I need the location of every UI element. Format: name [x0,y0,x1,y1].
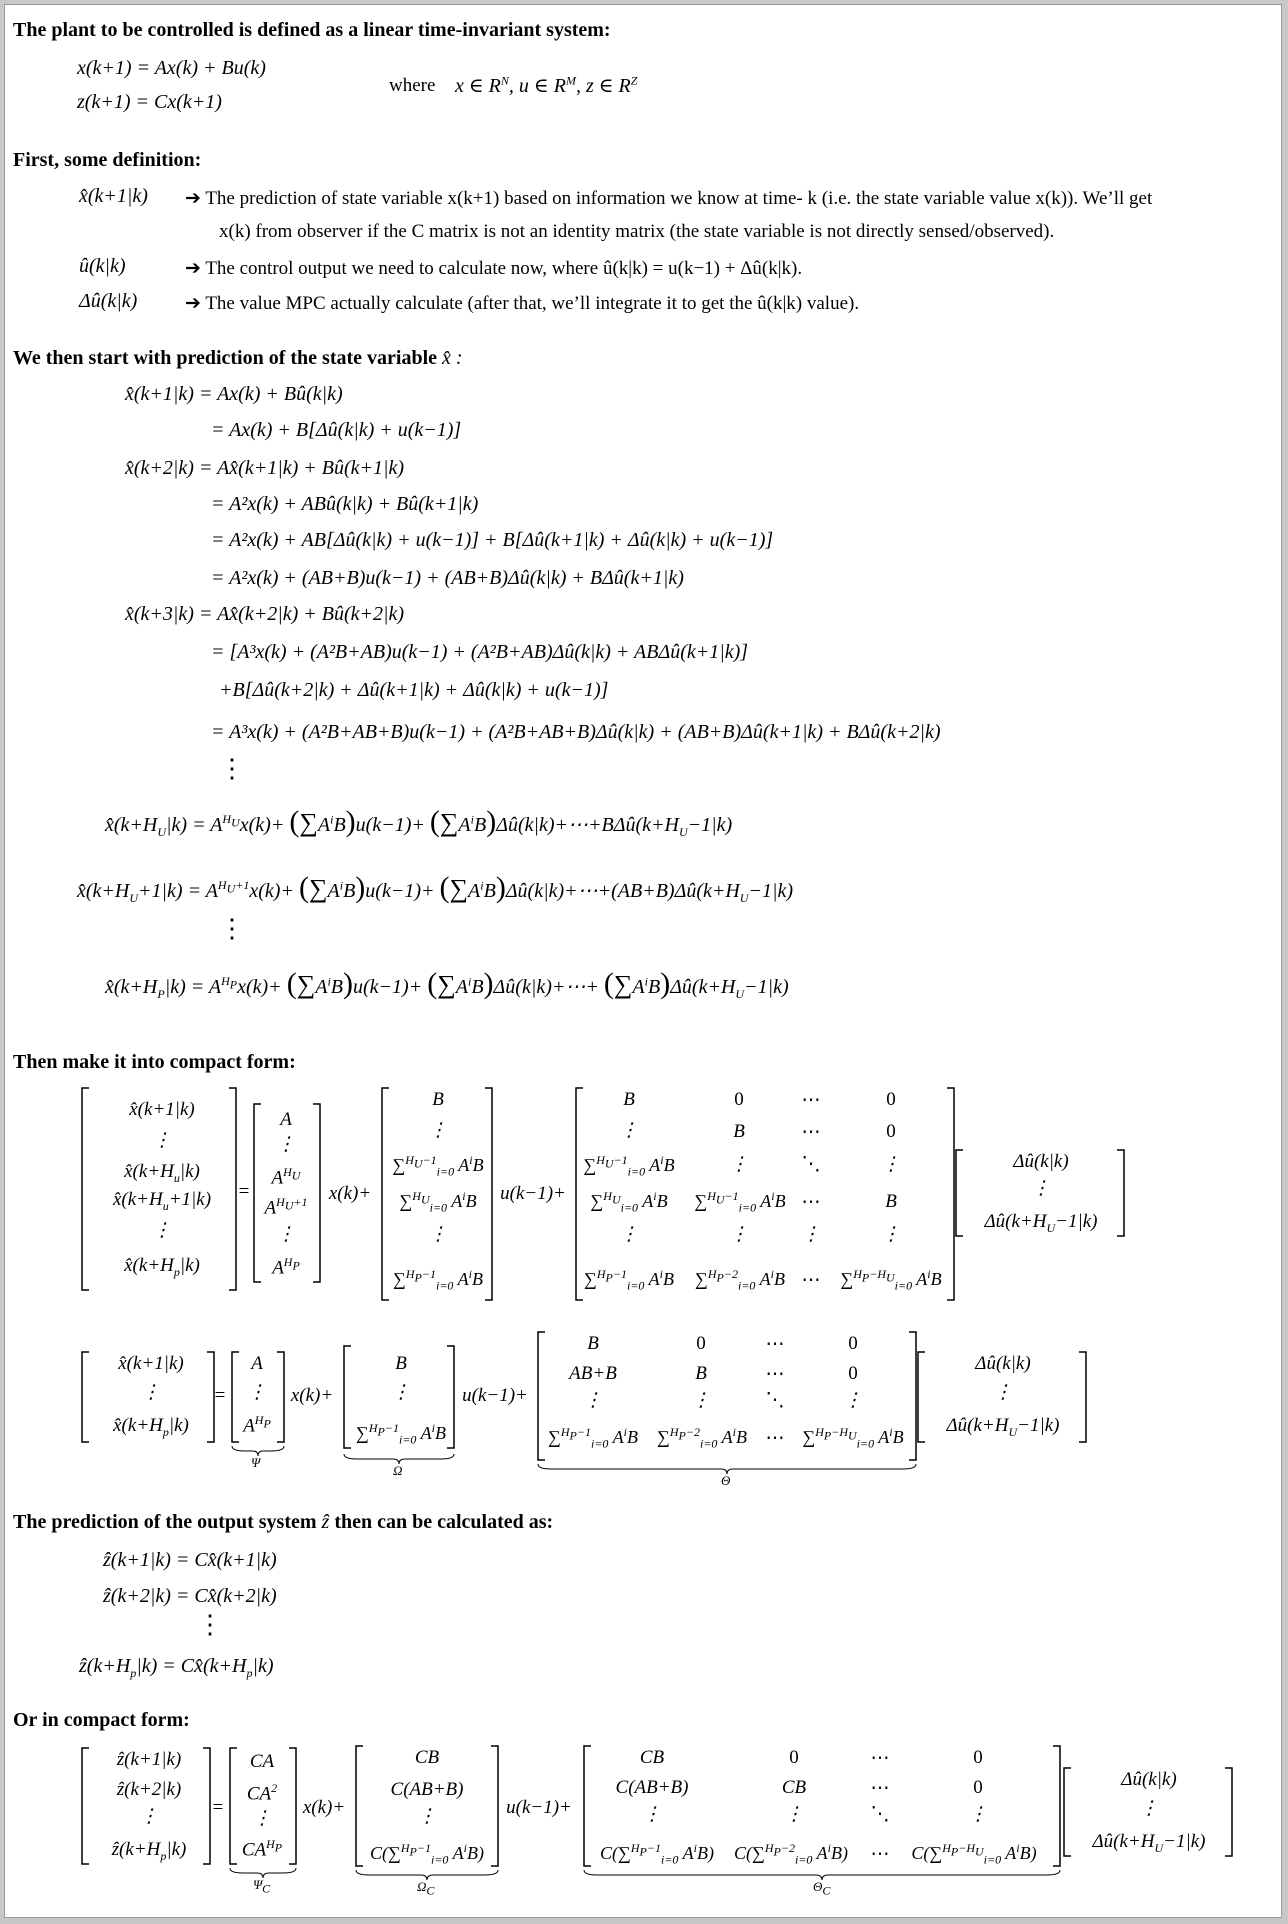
c1-a-2: $A^{H_U}$ [271,1165,301,1189]
hu-end: −1|k) [687,814,733,836]
c1-t-4-1: ⋮ [729,1224,749,1245]
paren-close-4: ) [495,871,506,904]
c1-b-2: ∑$^{H_U-1}_{i=0}$ $A^iB$ [392,1153,484,1179]
sum-term-1: A [317,814,331,836]
bracket-du-close [1115,1149,1125,1237]
c3-xk: x(k)+ [302,1797,346,1818]
c1-uk: u(k−1)+ [500,1183,566,1204]
c2-bracket-du-close [1077,1351,1087,1443]
horizon-hp-line [105,967,789,1002]
hp-exp-h: H [221,974,230,989]
pred-line-5: = A²x(k) + AB[Δû(k|k) + u(k−1)] + B[Δû(k+1|k) + Δû(k|k) + u(k−1)] [211,529,774,551]
c1-b-3: ∑$^{H_U}_{i=0}$ $A^iB$ [399,1189,477,1215]
output-symbol: ẑ [321,1511,330,1533]
hu1-end: −1|k) [748,880,793,902]
c3-t-3-1: C(∑$^{H_P-2}_{i=0}$ $A^iB$) [734,1841,848,1867]
hp-sub: P [157,987,165,1001]
c1-du-2 [961,1211,1121,1236]
hp-mid: x(k)+ [237,976,282,998]
hu1-exp [217,878,250,896]
system-eq-2: z(k+1) = Cx(k+1) [77,91,222,113]
c2-b-0: B [395,1353,407,1374]
c1-lhs-3-s: u [162,1198,169,1213]
vdots-2: ⋮ [219,914,245,943]
c3-psi-t: Ψ [253,1877,263,1892]
hu-rest2: Δû(k|k)+⋯+BΔû(k+H [496,814,679,836]
heading-prediction-text: We then start with prediction of the state variable [13,347,438,369]
heading-output-a: The prediction of the output system [13,1511,317,1533]
paren-open-7: ( [603,967,614,1000]
sum-1: ∑ [299,808,318,837]
hu-sub: U [157,825,167,839]
c1-a-3-t: A [264,1197,277,1219]
c3-equals: = [212,1797,224,1818]
c2-t-3-0: ∑$^{H_P-1}_{i=0}$ $A^iB$ [548,1425,638,1451]
state-symbol: x̂ : [442,347,463,369]
c3-bracket-theta-close [1051,1745,1061,1867]
c1-lhs-0: x̂(k+1|k) [129,1099,195,1120]
sum-b-3: B [343,880,356,902]
pred-line-4: = A²x(k) + ABû(k|k) + Bû(k+1|k) [211,493,479,515]
pred-line-3: x̂(k+2|k) = Ax̂(k+1|k) + Bû(k+1|k) [125,457,405,479]
paren-open-4: ( [439,871,450,904]
def-text-3: ➔ The value MPC actually calculate (after that, we’ll integrate it to get the û(k|k) value). [185,293,860,314]
sum-term-5: A [315,976,328,998]
c3-t-2-3: ⋮ [968,1804,988,1825]
c1-du-0: Δû(k|k) [1013,1151,1069,1172]
c1-a-2-t: A [271,1167,284,1189]
c2-equals: = [214,1385,226,1406]
c1-t-4-0: ⋮ [619,1224,639,1245]
c2-lhs-2-t: x̂(k+H [113,1415,163,1436]
c3-du-1: ⋮ [1139,1798,1159,1819]
def-symbol-3: Δû(k|k) [79,290,138,312]
horizon-hu-line [105,805,732,840]
c3-theta-s: C [822,1883,831,1898]
out-line-4: $ẑ(k+H_p|k)$ = $Cx̂(k+H_p|k)$ [79,1655,274,1680]
c1-t-1-0: ⋮ [619,1120,639,1141]
c3-du-2 [1069,1831,1229,1856]
heading-compact-output: Or in compact form: [13,1709,190,1731]
paren-close-1: ) [345,805,356,838]
sum-term-3: A [327,880,340,902]
c3-bracket-du-close [1223,1767,1233,1857]
c1-lhs-4: ⋮ [152,1220,172,1241]
c3-lhs-3-s: p [160,1848,167,1863]
paren-open-6: ( [427,967,438,1000]
c1-t-0-3: 0 [886,1089,896,1110]
c2-t-3-2: ⋯ [765,1428,785,1449]
paren-open-5: ( [286,967,297,1000]
c3-a-2: ⋮ [252,1808,272,1829]
c2-lhs-2: $x̂(k+H_p|k)$ [113,1415,189,1439]
c2-psi-label: Ψ [251,1455,261,1470]
c3-theta-label [813,1879,830,1899]
c3-t-2-2: ⋱ [870,1804,890,1825]
c3-a-0: CA [249,1751,275,1772]
pred-line-6: = A²x(k) + (AB+B)u(k−1) + (AB+B)Δû(k|k) + BΔû(k+1|k) [211,567,684,589]
out-line-4-s2: p [246,1666,253,1680]
paren-close-2: ) [486,805,497,838]
c1-lhs-1: ⋮ [152,1130,172,1151]
sum-i-7: i [644,974,648,989]
c1-du-2-t: Δû(k+H [984,1211,1047,1232]
paren-close-7: ) [660,967,671,1000]
c1-t-3-1: ∑$^{H_U-1}_{i=0}$ $A^iB$ [694,1189,786,1215]
heading-prediction [13,347,463,370]
sup-n: N [500,73,509,88]
c3-b-1: C(AB+B) [390,1779,464,1800]
def-text-1b: x(k) from observer if the C matrix is not an identity matrix (the state variable is not directly sensed/observed). [219,221,1055,242]
c3-psi-s: C [262,1881,271,1896]
hu-exp-u: U [231,815,240,830]
out-line-4-b: |k) = Cx̂(k+H [136,1655,247,1677]
c3-t-1-1: CB [781,1777,807,1798]
sum-term-7: A [632,976,645,998]
document-page [4,4,1282,1918]
c1-t-1-2: ⋯ [801,1122,821,1143]
c2-a-2-t: A [243,1415,255,1437]
c1-equals: = [238,1181,250,1202]
c1-lhs-2-s: u [173,1170,180,1185]
c2-t-1-2: ⋯ [765,1364,785,1385]
domain-text [455,73,637,98]
sum-term-2: A [458,814,471,836]
hp-rest2: Δû(k|k)+⋯+ [493,976,599,998]
c2-a-1: ⋮ [247,1382,267,1403]
hp-end: Δû(k+H [670,976,736,998]
sum-7: ∑ [613,970,633,999]
heading-plant: The plant to be controlled is defined as a linear time-invariant system: [13,19,611,41]
sum-i-1: i [330,812,334,827]
c3-a-3-t: CA [241,1839,267,1861]
c2-t-1-1: B [695,1363,707,1384]
c3-t-3-3-c: C( [911,1843,930,1863]
c1-t-2-0: ∑$^{H_U-1}_{i=0}$ $A^iB$ [583,1153,675,1179]
c2-uk: u(k−1)+ [462,1385,528,1406]
hu-rest1: u(k−1)+ [355,814,425,836]
c3-du-2-t: Δû(k+H [1092,1831,1155,1852]
c3-t-0-1: 0 [789,1747,799,1768]
c1-du-1: ⋮ [1031,1178,1051,1199]
c1-a-3: $A^{H_U+1}$ [264,1195,308,1219]
hu-exp [222,812,240,830]
c3-t-3-1-c: C( [734,1843,753,1863]
paren-close-6: ) [483,967,494,1000]
pred-line-2: = Ax(k) + B[Δû(k|k) + u(k−1)] [211,419,462,441]
c2-t-2-0: ⋮ [583,1390,603,1411]
hu-rest-sub: U [678,825,688,839]
c3-lhs-3-t: ẑ(k+H [111,1839,161,1860]
sum-b-6: B [471,976,484,998]
pred-line-7: x̂(k+3|k) = Ax̂(k+2|k) + Bû(k+2|k) [125,603,405,625]
c1-t-3-0: ∑$^{H_U}_{i=0}$ $A^iB$ [590,1189,668,1215]
bracket-lhs-close [227,1087,237,1291]
c1-b-1: ⋮ [428,1120,448,1141]
def-text-1: ➔ The prediction of state variable x(k+1) based on information we know at time- k (i.e. the state variable value x(k)). We’ll get [185,188,1153,209]
c3-t-0-2: ⋯ [870,1748,890,1769]
sum-b-4: B [483,880,496,902]
sum-b-2: B [473,814,487,836]
hu1-exp-h: H [217,878,227,893]
horizon-hu1-line [77,871,793,906]
hu-lhs: x̂(k+H [105,814,158,836]
c1-t-5-0: ∑$^{H_P-1}_{i=0}$ $A^iB$ [584,1267,674,1293]
def-text-2: ➔ The control output we need to calculate now, where û(k|k) = u(k−1) + Δû(k|k). [185,258,803,279]
pred-line-1: x̂(k+1|k) = Ax(k) + Bû(k|k) [125,383,343,405]
c3-omega-label [417,1879,434,1899]
c3-t-3-3: C(∑$^{H_P-H_U}_{i=0}$ $A^iB$) [911,1841,1037,1867]
domain-x: x ∈ R [455,75,501,97]
c3-du-2-e: −1|k) [1163,1831,1206,1852]
c1-t-2-1: ⋮ [729,1154,749,1175]
c2-lhs-1: ⋮ [141,1382,161,1403]
hp-end-sub: U [735,987,745,1001]
c2-t-3-1: ∑$^{H_P-2}_{i=0}$ $A^iB$ [657,1425,747,1451]
c2-lhs-2-s: p [162,1424,169,1439]
c2-b-2: ∑$^{H_P-1}_{i=0}$ $A^iB$ [356,1421,446,1447]
c3-t-2-0: ⋮ [642,1804,662,1825]
c1-t-5-2: ⋯ [801,1270,821,1291]
out-line-1: ẑ(k+1|k) = Cx̂(k+1|k) [103,1549,277,1571]
paren-open-2: ( [429,805,440,838]
c1-lhs-3: $x̂(k+H_u+1|k)$ [112,1189,212,1213]
c2-bracket-theta-close [907,1331,917,1461]
c1-b-4: ⋮ [428,1224,448,1245]
sum-6: ∑ [437,970,456,999]
c1-lhs-5: $x̂(k+H_p|k)$ [124,1255,200,1279]
sum-3: ∑ [308,874,328,903]
out-line-2: ẑ(k+2|k) = Cx̂(k+2|k) [103,1585,277,1607]
c1-lhs-5-t: x̂(k+H [124,1255,174,1276]
c1-t-0-0: B [623,1089,635,1110]
c3-lhs-1: ẑ(k+2|k) [116,1779,182,1800]
paren-open-1: ( [289,805,300,838]
c1-t-4-2: ⋮ [801,1224,821,1245]
c1-a-5-t: A [272,1257,284,1279]
heading-output-b: then can be calculated as: [334,1511,554,1533]
sum-i-3: i [339,878,344,893]
sum-b-7: B [647,976,661,998]
bracket-theta-close [945,1087,955,1301]
c1-du-2-e: −1|k) [1055,1211,1098,1232]
heading-output [13,1511,553,1534]
sum-term-4: A [468,880,481,902]
sum-term-6: A [455,976,468,998]
hu-mid: x(k)+ [239,814,285,836]
c3-a-3: $CA^{H_P}$ [241,1837,283,1861]
c3-b-2: ⋮ [417,1806,437,1827]
c3-b-0: CB [414,1747,440,1768]
hp-exp [221,974,238,992]
hu1-sub: U [129,891,139,905]
c1-lhs-5-s: p [173,1264,180,1279]
sum-i-4: i [480,878,484,893]
c2-du-0: Δû(k|k) [975,1353,1031,1374]
c1-a-5: $A^{H_P}$ [272,1255,300,1279]
pred-line-10: = A³x(k) + (A²B+AB+B)u(k−1) + (A²B+AB+B)Δû(k|k) + (AB+B)Δû(k+1|k) + BΔû(k+2|k) [211,721,941,743]
c1-lhs-2-t: x̂(k+H [124,1161,174,1182]
vdots-1: ⋮ [219,754,245,783]
c2-a-2: $A^{H_P}$ [243,1413,271,1437]
c2-t-2-3: ⋮ [843,1390,863,1411]
hp-exp-p: P [229,977,238,992]
c1-xk: x(k)+ [328,1183,372,1204]
def-symbol-1: x̂(k+1|k) [79,185,148,207]
c3-t-3-0-c: C( [600,1843,619,1863]
hu-exp-h: H [222,812,232,827]
c2-t-2-1: ⋮ [691,1390,711,1411]
c1-t-2-2: ⋱ [801,1154,821,1175]
pred-line-9: +B[Δû(k+2|k) + Δû(k+1|k) + Δû(k|k) + u(k−1)] [219,679,609,701]
c3-t-1-2: ⋯ [870,1778,890,1799]
sup-z: Z [630,73,638,88]
sum-2: ∑ [439,808,459,837]
c3-omega-t: Ω [417,1879,427,1894]
c1-t-1-3: 0 [886,1121,896,1142]
c2-du-2-e: −1|k) [1017,1415,1060,1436]
paren-open-3: ( [298,871,309,904]
c3-du-0: Δû(k|k) [1121,1769,1177,1790]
c3-b-3-t: C( [370,1843,389,1863]
sum-b-1: B [333,814,346,836]
def-symbol-2: û(k|k) [79,255,126,277]
c2-du-1: ⋮ [993,1382,1013,1403]
out-vdots: ⋮ [197,1610,223,1639]
c1-t-5-1: ∑$^{H_P-2}_{i=0}$ $A^iB$ [695,1267,785,1293]
sum-5: ∑ [296,970,316,999]
hu1-rest-sub: U [739,891,749,905]
c1-t-3-2: ⋯ [801,1192,821,1213]
c1-t-4-3: ⋮ [881,1224,901,1245]
hu1-exp-plus: +1 [235,878,250,893]
out-line-4-s: p [130,1666,137,1680]
c2-b-1: ⋮ [391,1382,411,1403]
sum-4: ∑ [449,874,469,903]
hu1-lhs: x̂(k+H [77,880,130,902]
c1-a-1: ⋮ [276,1134,296,1155]
c3-uk: u(k−1)+ [506,1797,572,1818]
c2-du-2 [923,1415,1083,1440]
c3-du-2-s: U [1154,1840,1164,1855]
c2-t-0-1: 0 [696,1333,706,1354]
c1-lhs-3-t: x̂(k+H [112,1189,163,1210]
c3-t-0-0: CB [639,1747,665,1768]
c2-omega-label: Ω [393,1463,403,1478]
c2-t-0-0: B [587,1333,599,1354]
c3-a-1: $CA^2$ [246,1781,278,1805]
sum-i-6: i [467,974,472,989]
c1-t-5-3: ∑$^{H_P-H_U}_{i=0}$ $A^iB$ [840,1267,942,1293]
c3-t-3-2: ⋯ [870,1844,890,1865]
c3-t-3-0: C(∑$^{H_P-1}_{i=0}$ $A^iB$) [600,1841,714,1867]
c2-t-0-2: ⋯ [765,1334,785,1355]
c2-du-2-s: U [1008,1424,1018,1439]
c2-t-0-3: 0 [848,1333,858,1354]
c1-b-0: B [432,1089,444,1110]
c2-t-2-2: ⋱ [765,1390,785,1411]
c3-t-0-3: 0 [973,1747,983,1768]
c2-xk: x(k)+ [290,1385,334,1406]
where-text: where [389,75,436,96]
hu1-mid: x(k)+ [249,880,294,902]
c1-du-2-s: U [1046,1220,1056,1235]
sum-i-2: i [470,812,474,827]
heading-definitions: First, some definition: [13,149,202,171]
c1-b-5: ∑$^{H_P-1}_{i=0}$ $A^iB$ [393,1267,483,1293]
c2-lhs-0: x̂(k+1|k) [118,1353,184,1374]
c2-a-0: A [251,1353,263,1374]
c1-t-3-3: B [885,1191,897,1212]
bracket-a-close [311,1103,321,1283]
domain-u: , u ∈ R [508,75,566,97]
hu1-lhs2: +1|k) = A [138,880,218,902]
heading-compact: Then make it into compact form: [13,1051,296,1073]
bracket-lhs-open [81,1087,91,1291]
sum-b-5: B [330,976,344,998]
system-eq-1: x(k+1) = Ax(k) + Bu(k) [77,57,266,79]
c1-t-0-1: 0 [734,1089,744,1110]
c3-omega-s: C [426,1883,435,1898]
c1-t-2-3: ⋮ [881,1154,901,1175]
c1-t-0-2: ⋯ [801,1090,821,1111]
c3-lhs-3: $ẑ(k+H_p|k)$ [111,1839,187,1863]
c3-b-3: C(∑$^{H_P-1}_{i=0}$ $A^iB$) [370,1841,484,1867]
c3-a-1-t: CA [246,1783,272,1805]
pred-line-8: = [A³x(k) + (A²B+AB)u(k−1) + (A²B+AB)Δû(k|k) + ABΔû(k+1|k)] [211,641,749,663]
c1-a-0: A [280,1109,292,1130]
c1-a-4: ⋮ [276,1224,296,1245]
hp-end2: −1|k) [744,976,789,998]
c3-lhs-2: ⋮ [139,1806,159,1827]
sum-i-5: i [327,974,331,989]
hp-rest1: u(k−1)+ [353,976,423,998]
c2-t-1-3: 0 [848,1363,858,1384]
hu1-exp-u: U [226,881,236,896]
c2-t-1-0: AB+B [569,1363,617,1384]
paren-close-5: ) [343,967,354,1000]
c3-psi-label [253,1877,270,1897]
c1-lhs-2: $x̂(k+H_u|k)$ [124,1161,200,1185]
c3-bracket-lhs-close [201,1747,211,1865]
paren-close-3: ) [355,871,366,904]
out-line-4-a: ẑ(k+H [79,1655,131,1677]
domain-z: , z ∈ R [575,75,631,97]
c3-t-2-1: ⋮ [784,1804,804,1825]
c3-t-1-3: 0 [973,1777,983,1798]
c2-du-2-t: Δû(k+H [946,1415,1009,1436]
c1-t-1-1: B [733,1121,745,1142]
hu1-rest2: Δû(k|k)+⋯+(AB+B)Δû(k+H [505,880,740,902]
c2-t-3-3: ∑$^{H_P-H_U}_{i=0}$ $A^iB$ [802,1425,904,1451]
hu1-rest1: u(k−1)+ [365,880,435,902]
c3-theta-t: Θ [813,1879,823,1894]
c3-lhs-0: ẑ(k+1|k) [116,1749,182,1770]
hp-lhs2: |k) = A [164,976,222,998]
sup-m: M [565,73,576,88]
hu-lhs2: |k) = A [166,814,223,836]
c3-t-1-0: C(AB+B) [615,1777,689,1798]
hp-lhs: x̂(k+H [105,976,158,998]
c2-theta-label: Θ [721,1473,731,1488]
